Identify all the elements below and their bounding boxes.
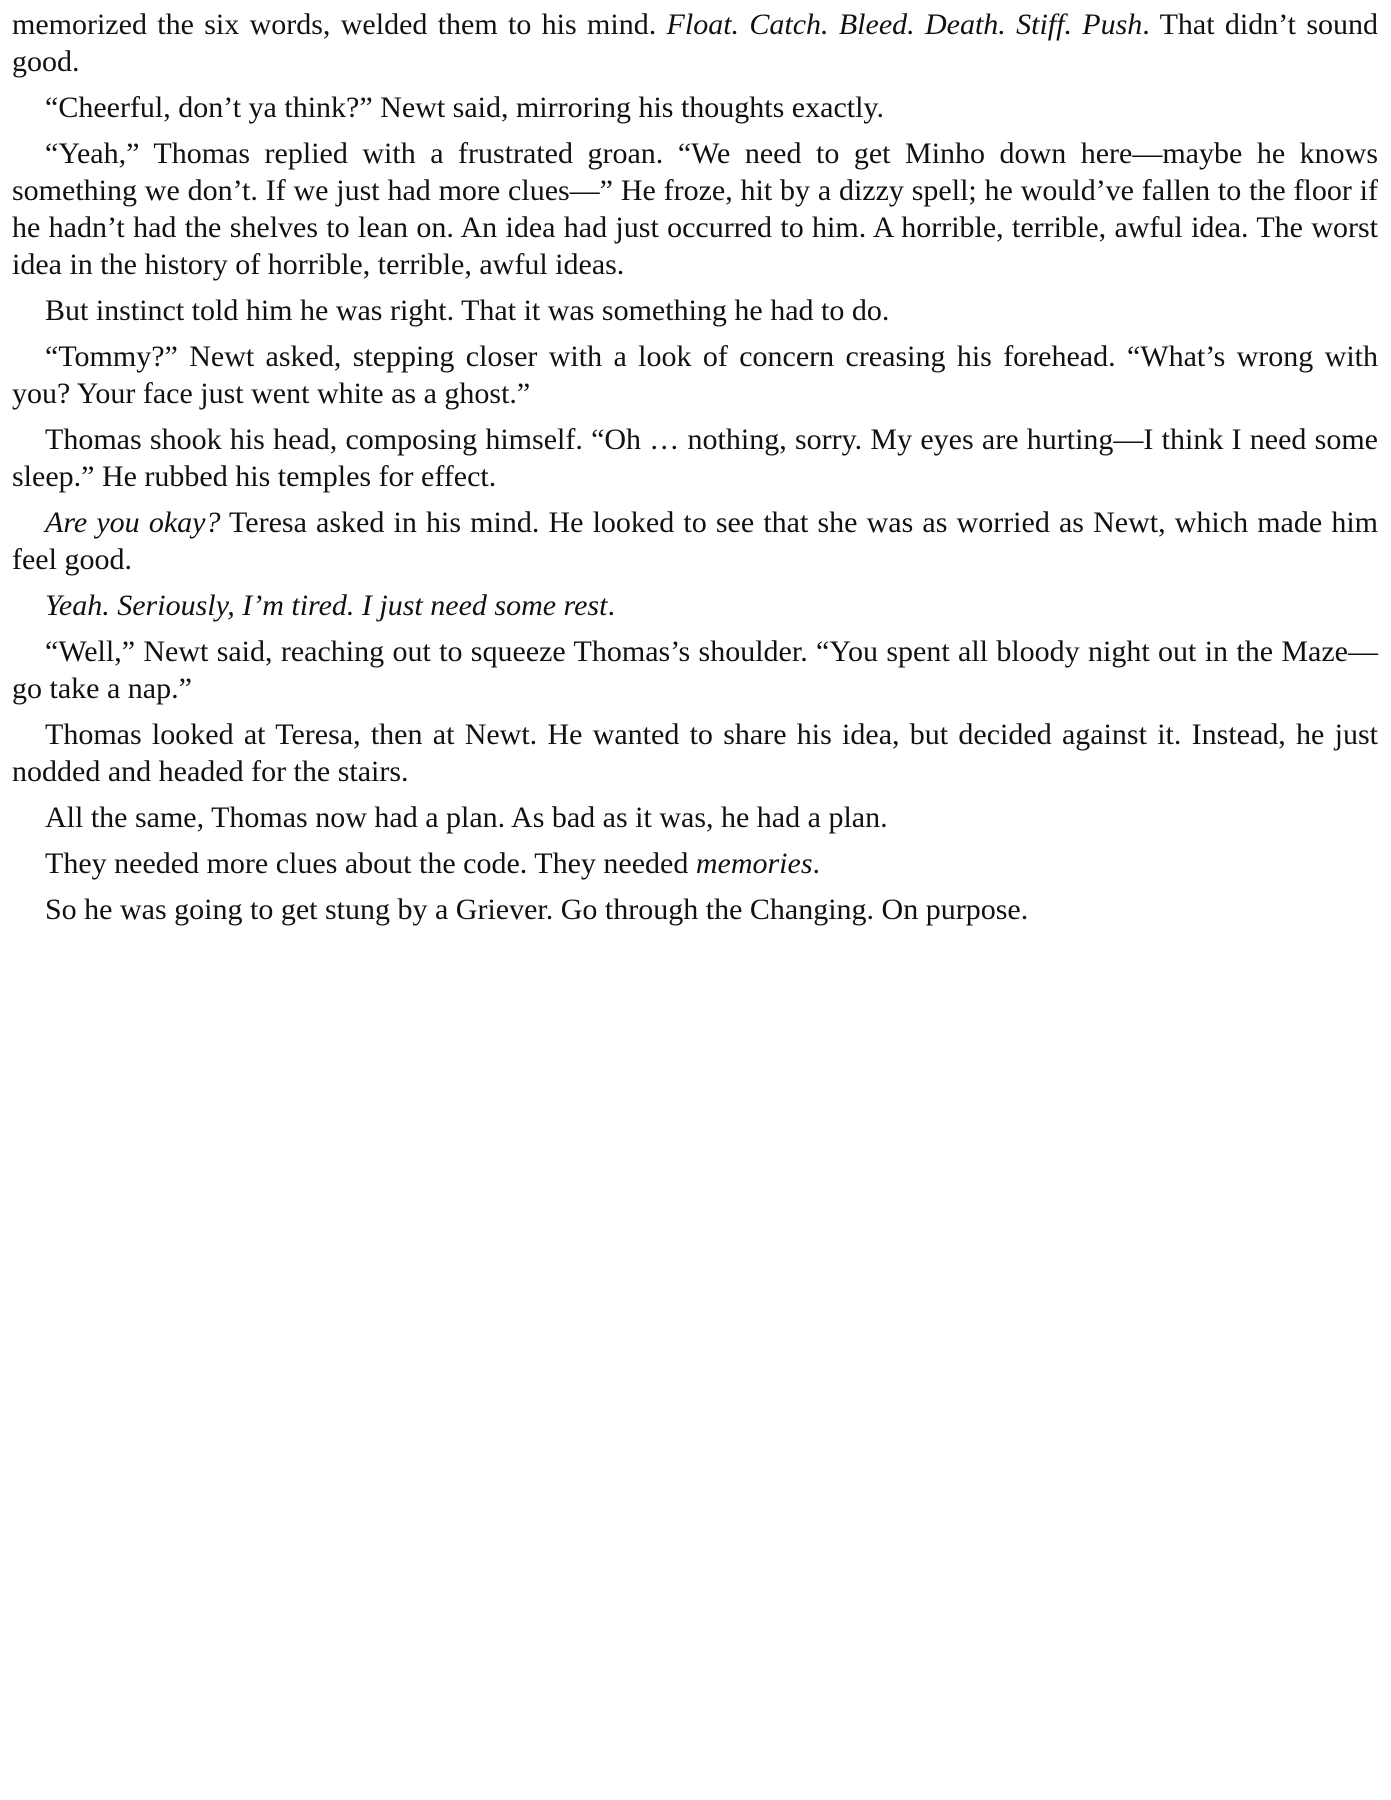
paragraph [12,292,1378,329]
text-span: “Yeah,” Thomas replied with a frustrated groan. “We need to get Minho down here—maybe he knows something we don’t. If we just had more clues—” He froze, hit by a dizzy spell; he would’ve fallen to the floor if he hadn’t had the shelves to lean on. An idea had just occurred to him. A horrible, terrible, awful idea. The worst idea in the history of horrible, terrible, awful ideas. [12,137,1378,281]
paragraph [12,633,1378,707]
text-span: Thomas shook his head, composing himself. “Oh … nothing, sorry. My eyes are hurting—I think I need some sleep.” He rubbed his temples for effect. [12,423,1378,493]
paragraph [12,6,1378,80]
paragraph [12,891,1378,928]
paragraph [12,587,1378,624]
paragraph [12,504,1378,578]
italic-text-span: memories [695,847,813,880]
text-span: . That didn’t sound good. [12,8,1378,78]
paragraph [12,845,1378,882]
text-span: All the same, Thomas now had a plan. As bad as it was, he had a plan. [45,801,888,834]
text-span: But instinct told him he was right. That it was something he had to do. [45,294,890,327]
italic-text-span: Float. Catch. Bleed. Death. Stiff. Push [666,8,1143,41]
text-span: Teresa asked in his mind. He looked to see that she was as worried as Newt, which made him feel good. [12,506,1378,576]
paragraph [12,716,1378,790]
paragraph [12,89,1378,126]
paragraph [12,421,1378,495]
paragraph [12,799,1378,836]
text-span: memorized the six words, welded them to his mind. [12,8,667,41]
paragraph [12,135,1378,283]
text-span: “Cheerful, don’t ya think?” Newt said, mirroring his thoughts exactly. [45,91,884,124]
book-page [12,6,1378,937]
text-span: “Well,” Newt said, reaching out to squeeze Thomas’s shoulder. “You spent all bloody night out in the Maze—go take a nap.” [12,635,1378,705]
italic-text-span: Are you okay? [45,506,221,539]
text-span: So he was going to get stung by a Griever. Go through the Changing. On purpose. [45,893,1029,926]
text-span: “Tommy?” Newt asked, stepping closer with a look of concern creasing his forehead. “What’s wrong with you? Your face just went white as a ghost.” [12,340,1378,410]
text-span: . [607,589,615,622]
text-span: . [812,847,821,880]
text-span: They needed more clues about the code. They needed [45,847,696,880]
italic-text-span: Yeah. Seriously, I’m tired. I just need some rest [45,589,608,622]
text-span: Thomas looked at Teresa, then at Newt. He wanted to share his idea, but decided against it. Instead, he just nodded and headed for the stairs. [12,718,1378,788]
paragraph [12,338,1378,412]
